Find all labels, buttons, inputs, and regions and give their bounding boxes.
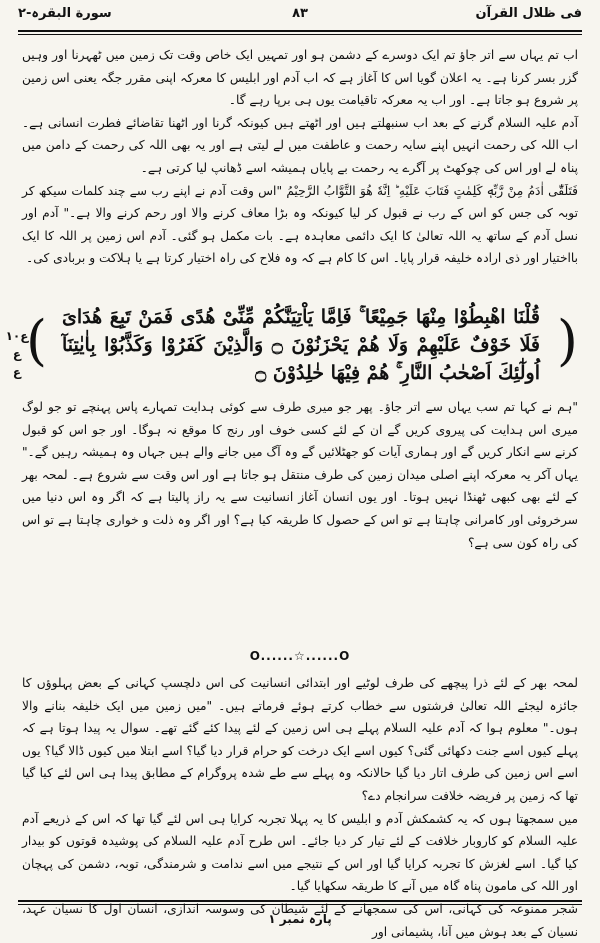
- header-rule-thin: [18, 34, 582, 35]
- paragraph: شجر ممنوعہ کی کہانی، اس کی سمجھانے کے لئے شیطان کی وسوسہ اندازی، انسان اول کا نسیان عہد، نسیان کے بعد ہوش میں آنا، پشیمانی اور: [22, 901, 578, 939]
- quran-verse: قُلْنَا اهْبِطُوْا مِنْهَا جَمِيْعًا ۚ فَاِمَّا يَاْتِيَنَّكُمْ مِّنِّىْ هُدًى فَمَنْ تَبِعَ هُدَاىَ فَلَا خَوْفٌ عَلَيْهِمْ وَلَا هُمْ يَحْزَنُوْنَ ۝ وَالَّذِيْنَ كَفَرُوْا وَكَذَّبُوْا بِاٰيٰتِنَآ اُولٰٓئِكَ اَصْحٰبُ النَّارِ ۚ هُمْ فِيْهَا خٰلِدُوْنَ ۝: [62, 306, 540, 384]
- paragraph: "ہم نے کہا تم سب یہاں سے اتر جاؤ۔ پھر جو میری طرف سے کوئی ہدایت تمہارے پاس پہنچے تو جو لوگ میری اس ہدایت کی پیروی کریں گے ان کے لئے کسی خوف اور رنج کا موقع نہ ہوگا۔ اور جو اس کو قبول کرنے سے انکار کریں گے اور ہماری آیات کو جھٹلائیں گے وہ آگ میں جانے والے ہیں جہاں وہ ہمیشہ رہیں گے۔" یہاں آکر یہ معرکہ اپنے اصلی میدان زمین کی طرف منتقل ہو جاتا ہے اور اس وقت سے شروع ہے۔ لمحہ بھر کے لئے بھی کبھی ٹھنڈا نہیں ہوتا۔ اور یوں انسان آغاز انسانیت سے یہ راز پالیتا ہے کہ اگر وہ اس دنیا میں سرخروئی اور کامرانی چاہتا ہے تو اس کے حصول کا طریقہ کیا ہے؟ اور اگر وہ ذلت و خواری چاہتا ہے تو اس کی راہ کون سی ہے؟: [22, 400, 578, 550]
- paragraph: آدم علیہ السلام گرنے کے بعد اب سنبھلتے ہیں اور اٹھتے ہیں کیونکہ گرنا اور اٹھنا تقاضائے فطرت انسانی ہے۔ اب اللہ کی رحمت انہیں اپنے سایہ رحمت و عاطفت میں لے لیتی ہے اور یہ بھی اللہ کی رحمت کے دامن میں پناہ لے اور اس کی چوکھٹ پر آگرے یہ رحمت بے پایاں ہمیشہ اسے ڈھانپ لیا کرتی ہے۔: [22, 115, 578, 175]
- verse-open-bracket: (: [556, 309, 578, 372]
- margin-note-line: ع: [12, 365, 22, 379]
- margin-note-line: ع۱۰: [5, 329, 29, 343]
- body-text-mid: [22, 396, 578, 554]
- section-separator: O......☆......O: [249, 649, 351, 663]
- verse-close-bracket: ): [26, 309, 48, 372]
- paragraph: اب تم یہاں سے اتر جاؤ تم ایک دوسرے کے دشمن ہو اور تمہیں ایک خاص وقت تک زمین میں ٹھہرنا اور وہیں گزر بسر کرنا ہے۔ یہ اعلان گویا اس کا آغاز ہے کہ اب آدم اور ابلیس کا معرکہ اپنی مقرر جگہ یعنی اس زمین پر شروع ہو جاتا ہے۔ اور اب یہ معرکہ تاقیامت یوں ہی برپا رہے گا۔: [22, 48, 578, 108]
- para-label: پارہ نمبر ۱: [268, 912, 332, 926]
- header-rule: [18, 30, 582, 32]
- book-title: فی ظلال القرآن: [475, 6, 582, 21]
- paragraph: میں سمجھتا ہوں کہ یہ کشمکش آدم و ابلیس کا یہ پہلا تجربہ کرایا ہی اس لئے گیا تھا کہ اس کے ذریعے آدم علیہ السلام کو کاروبار خلافت کے لئے تیار کر دیا جائے۔ اس طرح آدم علیہ السلام کی پوشیدہ قوتوں کو بیدار کیا گیا۔ اسے لغزش کا تجربہ کرایا گیا اور اس کے نتیجے میں اسے ندامت و شرمندگی، توبہ، دشمن کی پہچان اور اللہ کی مامون پناہ گاہ میں آنے کا طریقہ سکھایا گیا۔: [22, 811, 578, 894]
- ruku-margin-note: [4, 327, 30, 381]
- page-number: ۸۳: [292, 6, 308, 21]
- body-text-bottom: [22, 672, 578, 943]
- footer-rule-thin: [18, 904, 582, 905]
- verse-block: [26, 303, 578, 388]
- paragraph: لمحہ بھر کے لئے ذرا پیچھے کی طرف لوٹیے اور ابتدائی انسانیت کی اس دلچسپ کہانی کے بعض پہلوؤں کا جائزہ لیجئے اللہ تعالیٰ فرشتوں سے خطاب کرتے ہوئے فرماتے ہیں۔ "میں زمین میں ایک خلیفہ بنانے والا ہوں۔" معلوم ہوا کہ آدم علیہ السلام پہلے ہی اس زمین کے لئے پیدا کئے گئے تھے۔ سوال یہ پیدا ہوتا ہے کہ پہلے کیوں اسے جنت دکھائی گئی؟ کیوں اسے ایک درخت کو حرام قرار دیا گیا؟ اسے ابتلا میں کیوں ڈالا گیا؟ یوں اسے اس زمین کی طرف اتار دیا گیا حالانکہ وہ پہلے سے طے شدہ پروگرام کے مطابق پیدا ہی اس لئے کیا گیا تھا کہ زمین پر فریضہ خلافت سرانجام دے؟: [22, 676, 578, 803]
- surah-name: سورة البقرہ-۲: [18, 6, 112, 21]
- body-text-top: [22, 44, 578, 270]
- footer-rule: [18, 900, 582, 902]
- margin-note-line: ع: [12, 347, 22, 361]
- paragraph: فَتَلَقّٰٓى اٰدَمُ مِنْ رَّبِّهٖ كَلِمٰتٍ فَتَابَ عَلَيْهِ ؕ اِنَّهٗ هُوَ التَّوَّابُ الرَّحِيْمُ "اس وقت آدم نے اپنے رب سے چند کلمات سیکھ کر توبہ کی جس کو اس کے رب نے قبول کر لیا کیونکہ وہ بڑا معاف کرنے والا اور رحم کرنے والا ہے۔" آدم اور نسل آدم کے ساتھ یہ اللہ تعالیٰ کا ایک دائمی معاہدہ ہے۔ بات مکمل ہو گئی۔ آدم اس زمین پر اللہ کا ایک بااختیار اور ذی ارادہ خلیفہ قرار پایا۔ اس کا کام ہے کہ وہ فلاح کی راہ اختیار کرتا ہے یا ہلاکت و بربادی کی۔: [22, 183, 578, 266]
